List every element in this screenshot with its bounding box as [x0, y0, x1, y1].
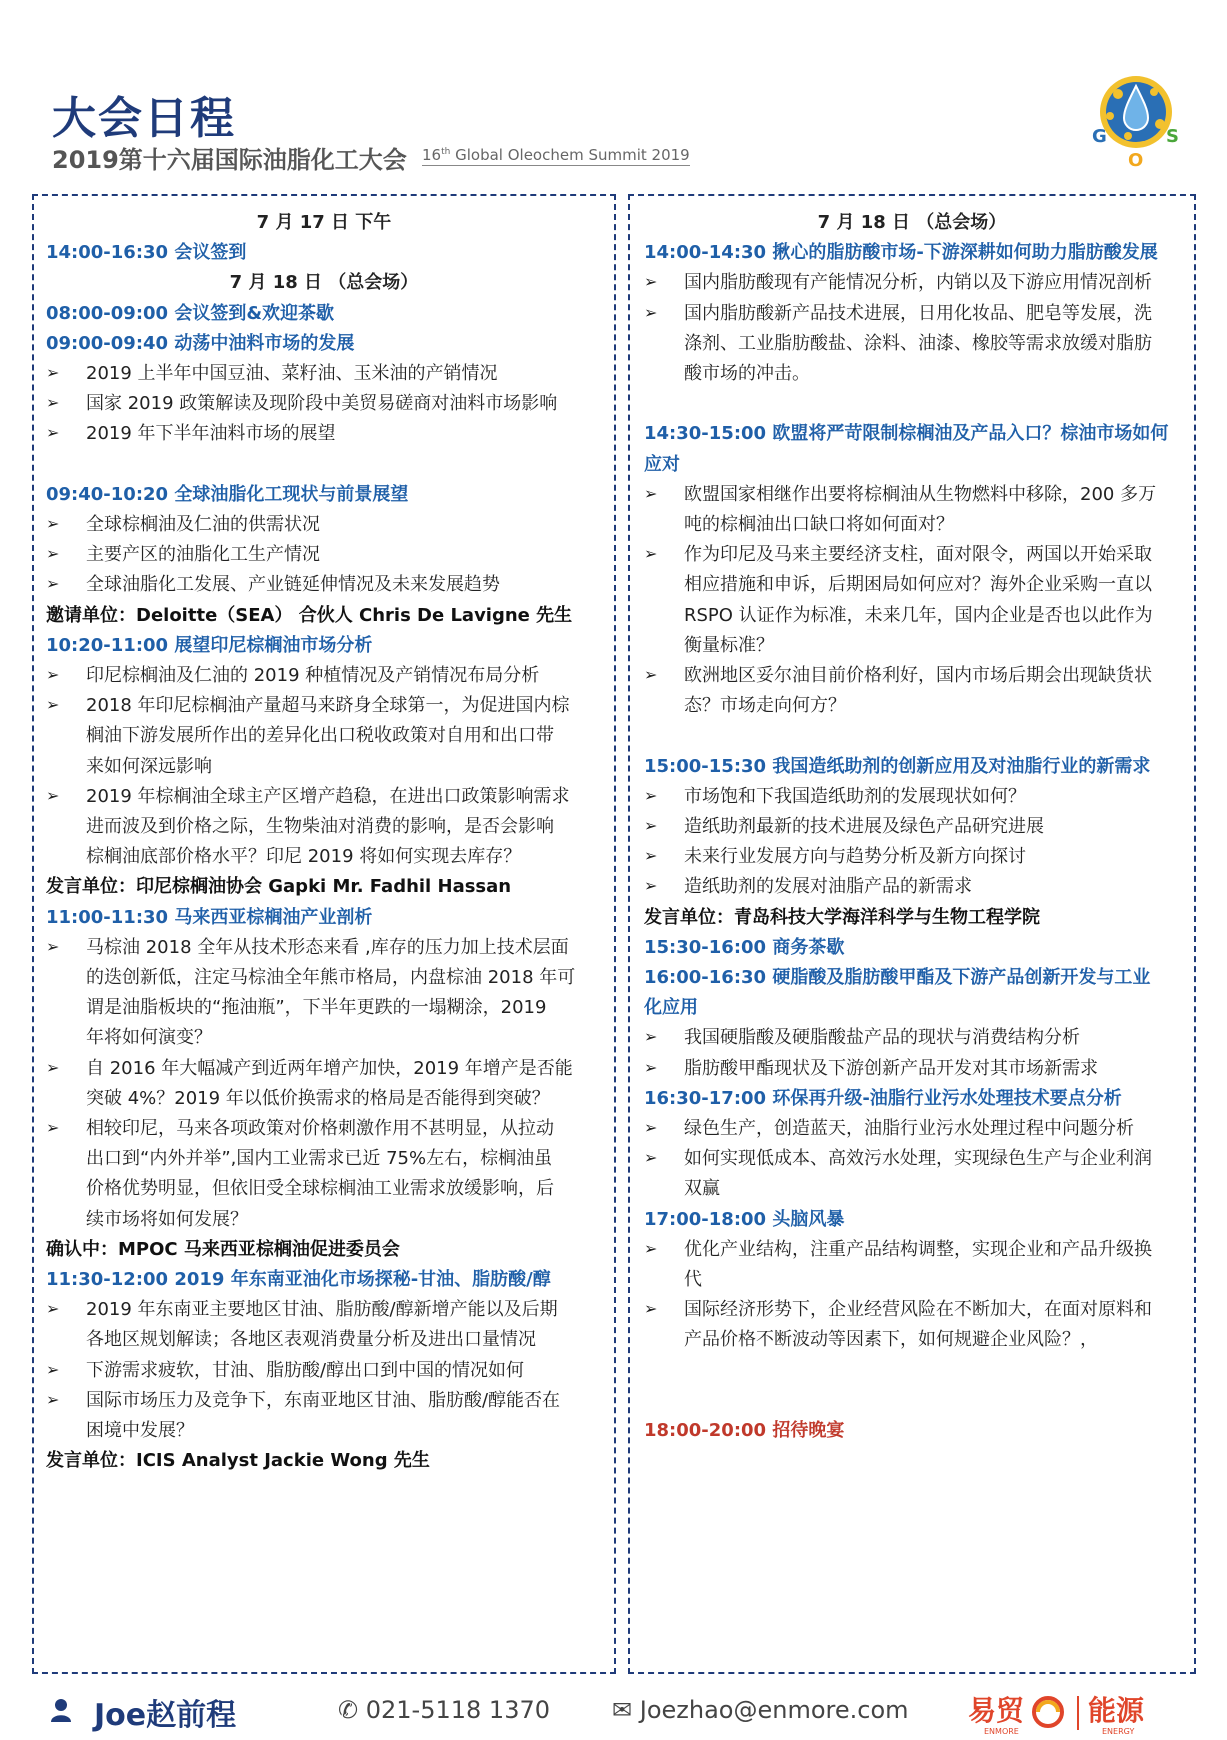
bullet-arrow-icon: ➢	[644, 1238, 658, 1258]
session-title: 化应用	[644, 997, 698, 1019]
agenda-item: 衡量标准？	[684, 634, 774, 656]
bullet-arrow-icon: ➢	[644, 1057, 658, 1077]
agenda-item: 年将如何演变？	[86, 1027, 212, 1049]
session-title: 11:00-11:30 马来西亚棕榈油产业剖析	[46, 906, 373, 928]
session-title: 14:00-14:30 揪心的脂肪酸市场-下游深耕如何助力脂肪酸发展	[644, 242, 1158, 264]
agenda-item: 主要产区的油脂化工生产情况	[86, 544, 320, 566]
day-heading: 7 月 18 日 （总会场）	[229, 272, 419, 294]
agenda-item: 国际经济形势下，企业经营风险在不断加大，在面对原料和	[684, 1299, 1152, 1321]
bullet-arrow-icon: ➢	[644, 816, 658, 835]
speaker-line: 发言单位：印尼棕榈油协会 Gapki Mr. Fadhil Hassan	[46, 876, 512, 898]
bullet-arrow-icon: ➢	[46, 514, 60, 533]
agenda-item: 进而波及到价格之际，生物柴油对消费的影响，是否会影响	[86, 816, 554, 837]
agenda-item: 国家 2019 政策解读及现阶段中美贸易磋商对油料市场影响	[86, 393, 558, 415]
bullet-arrow-icon: ➢	[644, 483, 658, 503]
right-column	[628, 194, 1196, 1674]
agenda-item: RSPO 认证作为标准，未来几年，国内企业是否也以此作为	[684, 604, 1153, 626]
session-title: 应对	[644, 453, 680, 475]
enmore-energy-logo	[968, 1690, 1188, 1736]
bullet-arrow-icon: ➢	[46, 695, 60, 715]
agenda-item: 相应措施和申诉，后期困局如何应对？海外企业采购一直以	[684, 574, 1152, 596]
enmore-logo-text: 易贸	[968, 1694, 1025, 1727]
bullet-arrow-icon: ➢	[46, 785, 60, 805]
bullet-arrow-icon: ➢	[46, 936, 60, 956]
agenda-item: 吨的棕榈油出口缺口将如何面对？	[684, 514, 954, 535]
agenda-item: 自 2016 年大幅减产到近两年增产加快，2019 年增产是否能	[86, 1057, 573, 1079]
session-title: 10:20-11:00 展望印尼棕榈油市场分析	[46, 634, 373, 656]
bullet-arrow-icon: ➢	[644, 785, 658, 805]
agenda-item: 国内脂肪酸新产品技术进展，日用化妆品、肥皂等发展，洗	[684, 302, 1152, 324]
session-title: 09:00-09:40 动荡中油料市场的发展	[46, 332, 355, 354]
agenda-item: 脂肪酸甲酯现状及下游创新产品开发对其市场新需求	[684, 1057, 1098, 1079]
agenda-item: 优化产业结构，注重产品结构调整，实现企业和产品升级换	[684, 1238, 1152, 1260]
bullet-arrow-icon: ➢	[644, 1299, 658, 1319]
session-title: 16:00-16:30 硬脂酸及脂肪酸甲酯及下游产品创新开发与工业	[644, 967, 1151, 988]
agenda-item: 造纸助剂最新的技术进展及绿色产品研究进展	[684, 816, 1044, 837]
bullet-arrow-icon: ➢	[644, 1148, 658, 1168]
energy-logo-text: 能源	[1088, 1694, 1145, 1727]
agenda-item: 突破 4%？2019 年以低价换需求的格局是否能得到突破？	[86, 1087, 550, 1109]
logo-letter-s: S	[1166, 126, 1179, 147]
energy-logo-sub: ENERGY	[1102, 1727, 1135, 1736]
agenda-item: 2019 上半年中国豆油、菜籽油、玉米油的产销情况	[86, 363, 498, 384]
agenda-item: 印尼棕榈油及仁油的 2019 种植情况及产销情况布局分析	[86, 665, 540, 686]
bullet-arrow-icon: ➢	[46, 363, 60, 382]
logo-letter-g: G	[1092, 126, 1107, 147]
agenda-item: 产品价格不断波动等因素下，如何规避企业风险？，	[684, 1329, 1098, 1351]
bullet-arrow-icon: ➢	[46, 1118, 60, 1137]
agenda-item: 欧洲地区妥尔油目前价格利好，国内市场后期会出现缺货状	[684, 665, 1152, 686]
bullet-arrow-icon: ➢	[46, 1299, 60, 1319]
agenda-item: 绿色生产，创造蓝天，油脂行业污水处理过程中问题分析	[684, 1118, 1134, 1139]
logo-letter-o: O	[1128, 150, 1144, 170]
agenda-item: 国际市场压力及竞争下，东南亚地区甘油、脂肪酸/醇能否在	[86, 1389, 561, 1411]
bullet-arrow-icon: ➢	[46, 574, 60, 594]
session-title: 14:00-16:30 会议签到	[46, 242, 247, 264]
agenda-item: 双赢	[684, 1178, 720, 1200]
agenda-item: 的迭创新低，注定马棕油全年熊市格局，内盘棕油 2018 年可	[86, 967, 576, 988]
session-title: 14:30-15:00 欧盟将严苛限制棕榈油及产品入口？棕油市场如何	[644, 423, 1169, 445]
bullet-arrow-icon: ➢	[644, 1118, 658, 1137]
page-title: 大会日程	[52, 93, 236, 144]
speaker-line: 确认中：MPOC 马来西亚棕榈油促进委员会	[46, 1238, 400, 1260]
agenda-item: 未来行业发展方向与趋势分析及新方向探讨	[684, 846, 1026, 868]
bullet-arrow-icon: ➢	[46, 393, 60, 413]
agenda-item: 酸市场的冲击。	[684, 363, 810, 384]
english-subtitle: 16th Global Oleochem Summit 2019	[422, 146, 690, 164]
agenda-item: 市场饱和下我国造纸助剂的发展现状如何？	[684, 785, 1026, 807]
agenda-item: 我国硬脂酸及硬脂酸盐产品的现状与消费结构分析	[684, 1027, 1080, 1049]
agenda-item: 全球棕榈油及仁油的供需状况	[86, 514, 320, 535]
agenda-item: 涤剂、工业脂肪酸盐、涂料、油漆、橡胶等需求放缓对脂肪	[684, 332, 1152, 354]
agenda-item: 相较印尼，马来各项政策对价格刺激作用不甚明显，从拉动	[86, 1118, 554, 1139]
bullet-arrow-icon: ➢	[46, 544, 60, 564]
agenda-item: 价格优势明显，但依旧受全球棕榈油工业需求放缓影响，后	[86, 1178, 554, 1200]
session-title: 16:30-17:00 环保再升级-油脂行业污水处理技术要点分析	[644, 1087, 1122, 1109]
agenda-item: 马棕油 2018 全年从技术形态来看 ,库存的压力加上技术层面	[86, 936, 569, 958]
page-subtitle: 2019第十六届国际油脂化工大会	[52, 146, 407, 174]
agenda-item: 如何实现低成本、高效污水处理，实现绿色生产与企业利润	[684, 1148, 1152, 1170]
session-title: 09:40-10:20 全球油脂化工现状与前景展望	[46, 483, 409, 505]
agenda-item: 态？市场走向何方？	[684, 695, 846, 717]
bullet-arrow-icon: ➢	[644, 544, 658, 564]
session-title: 18:00-20:00 招待晚宴	[644, 1420, 845, 1441]
contact-email[interactable]: ✉ Joezhao@enmore.com	[612, 1696, 909, 1724]
session-title: 11:30-12:00 2019 年东南亚油化市场探秘-甘油、脂肪酸/醇	[46, 1269, 551, 1290]
bullet-arrow-icon: ➢	[46, 1057, 60, 1077]
agenda-item: 谓是油脂板块的“拖油瓶”，下半年更跌的一塌糊涂，2019	[86, 997, 547, 1019]
agenda-item: 造纸助剂的发展对油脂产品的新需求	[684, 876, 972, 898]
speaker-line: 邀请单位：Deloitte（SEA） 合伙人 Chris De Lavigne 先生	[46, 604, 573, 626]
agenda-item: 2019 年下半年油料市场的展望	[86, 423, 336, 445]
bullet-arrow-icon: ➢	[644, 272, 658, 292]
bullet-arrow-icon: ➢	[46, 1359, 60, 1379]
agenda-item: 2018 年印尼棕榈油产量超马来跻身全球第一，为促进国内棕	[86, 695, 570, 717]
bullet-arrow-icon: ➢	[644, 876, 658, 896]
bullet-arrow-icon: ➢	[644, 846, 658, 866]
person-icon	[50, 1698, 72, 1722]
speaker-line: 发言单位：ICIS Analyst Jackie Wong 先生	[46, 1450, 430, 1472]
agenda-item: 2019 年东南亚主要地区甘油、脂肪酸/醇新增产能以及后期	[86, 1299, 558, 1321]
agenda-item: 欧盟国家相继作出要将棕榈油从生物燃料中移除，200 多万	[684, 483, 1157, 505]
day-heading: 7 月 18 日 （总会场）	[817, 212, 1007, 233]
agenda-item: 来如何深远影响	[86, 755, 212, 777]
contact-phone: ✆ 021-5118 1370	[338, 1696, 551, 1724]
day-heading: 7 月 17 日 下午	[256, 212, 392, 233]
session-title: 08:00-09:00 会议签到&欢迎茶歇	[46, 302, 335, 324]
bullet-arrow-icon: ➢	[644, 302, 658, 322]
session-title: 15:30-16:00 商务茶歇	[644, 936, 845, 958]
left-column	[32, 194, 616, 1674]
bullet-arrow-icon: ➢	[46, 423, 60, 443]
agenda-item: 国内脂肪酸现有产能情况分析，内销以及下游应用情况剖析	[684, 272, 1152, 294]
bullet-arrow-icon: ➢	[644, 665, 658, 684]
agenda-item: 作为印尼及马来主要经济支柱，面对限令，两国以开始采取	[684, 544, 1152, 566]
phone-icon: ✆	[338, 1696, 359, 1724]
session-title: 15:00-15:30 我国造纸助剂的创新应用及对油脂行业的新需求	[644, 755, 1151, 777]
agenda-item: 榈油下游发展所作出的差异化出口税收政策对自用和出口带	[86, 725, 554, 747]
bullet-arrow-icon: ➢	[644, 1027, 658, 1047]
speaker-line: 发言单位：青岛科技大学海洋科学与生物工程学院	[644, 906, 1040, 928]
agenda-item: 棕榈油底部价格水平？印尼 2019 将如何实现去库存？	[86, 846, 522, 868]
bullet-arrow-icon: ➢	[46, 1389, 60, 1409]
agenda-item: 出口到“内外并举”,国内工业需求已近 75%左右，棕榈油虽	[86, 1148, 553, 1170]
agenda-item: 续市场将如何发展？	[86, 1208, 248, 1230]
agenda-item: 2019 年棕榈油全球主产区增产趋稳，在进出口政策影响需求	[86, 785, 570, 807]
contact-name: Joe赵前程	[94, 1698, 237, 1733]
session-title: 17:00-18:00 头脑风暴	[644, 1208, 845, 1230]
agenda-item: 下游需求疲软，甘油、脂肪酸/醇出口到中国的情况如何	[86, 1359, 525, 1381]
gos-logo-icon	[1088, 70, 1184, 170]
agenda-item: 困境中发展？	[86, 1420, 194, 1441]
email-icon: ✉	[612, 1696, 633, 1724]
enmore-logo-sub: ENMORE	[984, 1727, 1019, 1736]
agenda-item: 代	[684, 1269, 702, 1290]
agenda-item: 各地区规划解读；各地区表观消费量分析及进出口量情况	[86, 1329, 536, 1351]
agenda-item: 全球油脂化工发展、产业链延伸情况及未来发展趋势	[86, 574, 500, 596]
bullet-arrow-icon: ➢	[46, 665, 60, 684]
